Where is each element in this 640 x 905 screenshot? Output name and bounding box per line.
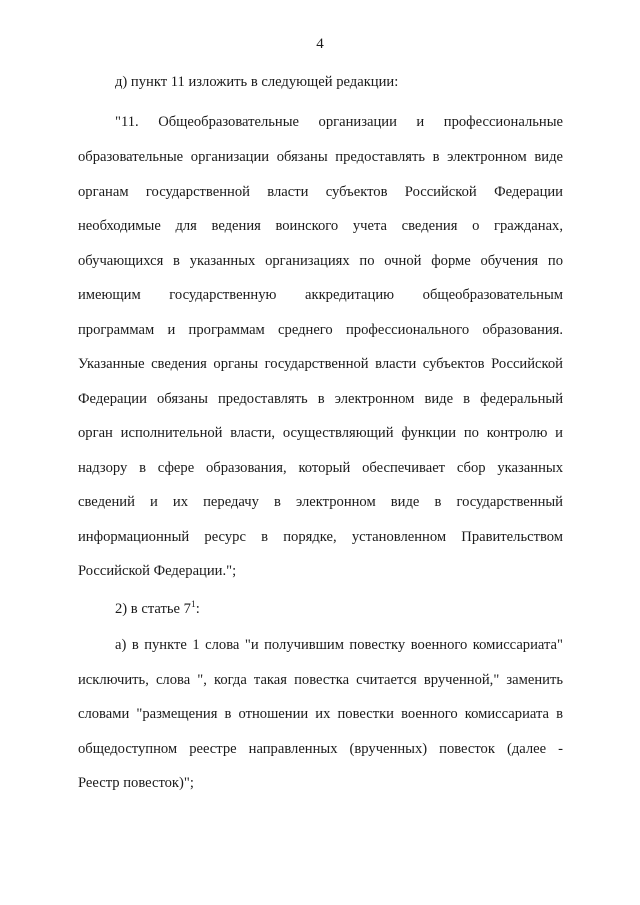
page-number: 4 <box>316 36 324 52</box>
item-d-heading: д) пункт 11 изложить в следующей редакции: <box>115 74 399 90</box>
paragraph-11-line: "11. Общеобразовательные организации и профессиональные <box>115 114 563 130</box>
paragraph-11-line: Российской Федерации."; <box>78 563 237 579</box>
paragraph-11-line: надзору в сфере образования, который обеспечивает сбор указанных <box>78 460 563 476</box>
item-2-text: 2) в статье 7 <box>115 601 191 617</box>
item-a-line: общедоступном реестре направленных (врученных) повесток (далее - <box>78 741 563 757</box>
item-a-line: а) в пункте 1 слова "и получившим повестку военного комиссариата" <box>115 637 563 653</box>
paragraph-11-line: Указанные сведения органы государственной власти субъектов Российской <box>78 356 563 372</box>
paragraph-11-line: необходимые для ведения воинского учета сведения о гражданах, <box>78 218 563 234</box>
paragraph-11-line: информационный ресурс в порядке, установленном Правительством <box>78 529 563 545</box>
item-a-line: исключить, слова ", когда такая повестка считается врученной," заменить <box>78 672 563 688</box>
paragraph-11-line: органам государственной власти субъектов Российской Федерации <box>78 184 563 200</box>
item-2-heading <box>115 599 563 619</box>
paragraph-11-line: Федерации обязаны предоставлять в электронном виде в федеральный <box>78 391 563 407</box>
item-a-line: Реестр повесток)"; <box>78 775 194 791</box>
paragraph-11-line: обучающихся в указанных организациях по очной форме обучения по <box>78 253 563 269</box>
paragraph-11-line: программам и программам среднего профессионального образования. <box>78 322 563 338</box>
paragraph-11-line: образовательные организации обязаны предоставлять в электронном виде <box>78 149 563 165</box>
paragraph-11-line: орган исполнительной власти, осуществляющий функции по контролю и <box>78 425 563 441</box>
item-2-suffix: : <box>195 601 200 617</box>
paragraph-11-line: сведений и их передачу в электронном виде в государственный <box>78 494 563 510</box>
paragraph-11-line: имеющим государственную аккредитацию общеобразовательным <box>78 287 563 303</box>
item-a-line: словами "размещения в отношении их повестки военного комиссариата в <box>78 706 563 722</box>
item-2-superscript: 1 <box>190 600 196 610</box>
